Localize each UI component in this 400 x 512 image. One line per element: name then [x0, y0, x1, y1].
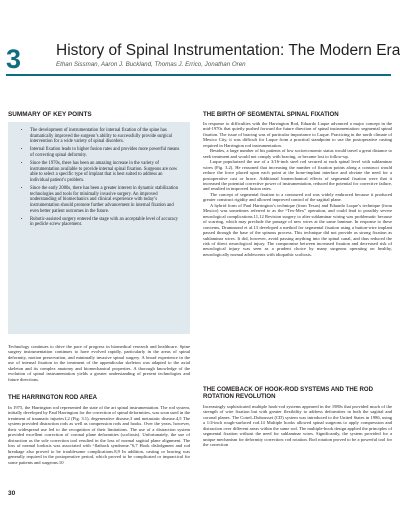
- chapter-title: History of Spinal Instrumentation: The Modern Era: [56, 42, 400, 59]
- key-points-heading: SUMMARY OF KEY POINTS: [8, 111, 92, 118]
- harrington-paragraph: In 1975, the Harrington rod represented the state of the art spinal instrumentation. The rod system, initially developed by Paul Harrington for the correction of spinal deformities, was soon used in the treatment of traumatic injuries1,2 (Fig. 3.1), degenerative disease,3 and metastatic disease.4,5 The system provided distraction rods as well as compression rods and hooks. Over the years, however, their widespread use led to the recognition of their limitations. The use of a distraction system provided excellent correction of coronal plane deformities (scoliosis). Unfortunately, the use of distraction as the sole correction tool resulted in the loss of normal sagittal plane alignment. The loss of normal lordosis was associated with “flatback syndrome.”6,7 Hook dislodgment and rod breakage also proved to be troublesome complications.8,9 In addition, casting or bracing was generally required in the postoperative period, which proved to be complicated or impractical for some patients and surgeons.10: [8, 405, 190, 465]
- chapter-number: 3: [6, 44, 22, 74]
- key-point-item: • Internal fixation leads to higher fusion rates and provides more powerful means of correcting spinal deformity.: [30, 147, 182, 158]
- key-point-item: • Since the 1970s, there has been an amazing increase in the variety of instrumentation available to provide internal spinal fixation. Surgeons are now able to select a specific type of implant that is best suited to address an individual patient’s problem.: [30, 161, 182, 183]
- intro-paragraph: Technology continues to drive the pace of progress in biomedical research and healthcare. Spine surgery instrumentation continues to have evolved rapidly, particularly in the areas of spinal deformity, motion preservation, and minimally invasive spinal surgery. A broad experience in the use of internal fixation in the treatment of the appendicular skeleton was adapted to the axial skeleton and its complex anatomy and biomechanical properties. A thorough knowledge of the evolution of spinal instrumentation yields a greater understanding of present technologies and future directions.: [8, 344, 190, 382]
- comeback-paragraph: Increasingly sophisticated multiple hook-rod systems appeared in the 1980s that provided much of the strength of wire fixation but with greater flexibility to address deformities in both the sagittal and coronal planes. The Cotrel–Dubousset (CD) system was introduced to the United States in 1986, using a 1/4-inch rough-surfaced rod.14 Multiple hooks allowed spinal surgeons to apply compression and distraction over different areas within the same rod. The multiple-hook design applied the principles of segmental fixation without the need for sublaminar wires. Significantly, the system provided for a unique mechanism for deformity correction: rod rotation. Rod rotation proved to be a powerful tool for the correction: [203, 404, 392, 448]
- key-point-item: • Robotic-assisted surgery entered the stage with an acceptable level of accuracy in pedicle screw placement.: [30, 217, 182, 228]
- key-point-item: • Since the early 2000s, there has been a greater interest in dynamic stabilization technologies and tools for minimally invasive surgery. An improved understanding of biomechanics and clinical experience with today’s instrumentation should promote further advancement in internal fixation and even better patient outcomes in the future.: [30, 186, 182, 214]
- chapter-authors: Ethan Sissman, Aaron J. Buckland, Thomas J. Errico, Jonathan Oren: [56, 61, 246, 68]
- title-rule: [6, 74, 391, 76]
- comeback-heading: THE COMEBACK OF HOOK-ROD SYSTEMS AND THE ROD ROTATION REVOLUTION: [203, 386, 374, 400]
- page-number: 30: [8, 490, 16, 497]
- segmental-paragraph-5: A hybrid form of Paul Harrington’s technique (from Texas) and Eduardo Luque’s technique (from Mexico) was sometimes referred to as the “Tex-Mex” operation, and could lead to possibly severe neurological complications.11,12 Revision surgery to alter sublaminar wiring was problematic because of scarring, which may preclude the passage of new wires at the same laminae. In response to these concerns, Drummond et al.13 developed a method for segmental fixation using a button-wire implant passed through the base of the spinous process. This technique did not provide as strong fixation as sublaminar wires. It did, however, avoid passing anything into the spinal canal, and thus reduced the risk of direct neurological injury. The compromise between increased fixation and decreased risk of neurological injury was seen as a prudent choice by many surgeons operating on healthy, neurologically normal adolescents with idiopathic scoliosis.: [203, 202, 392, 257]
- harrington-heading: THE HARRINGTON ROD AREA: [8, 394, 98, 401]
- segmental-body: [203, 121, 392, 257]
- segmental-paragraph-4: The concept of segmental fixation to a contoured rod was widely embraced because it produced greater construct rigidity and allowed improved control of the sagittal plane.: [203, 191, 392, 203]
- key-points-box: [8, 122, 190, 334]
- segmental-paragraph-1: In response to difficulties with the Harrington Rod, Eduardo Luque advanced a major concept in the mid-1970s that quietly pushed forward the future direction of spinal instrumentation: segmental spinal fixation. The issue of bracing was of particular importance to Luque. Practicing in the north climate of Mexico City, it was difficult for Luque from a practical standpoint to use the postoperative casting required in Harrington rod instrumentation.: [203, 121, 392, 148]
- segmental-heading: THE BIRTH OF SEGMENTAL SPINAL FIXATION: [203, 111, 339, 118]
- segmental-paragraph-2: Besides, a large number of his patients of low socioeconomic status would travel a great distance to seek treatment and would not comply with bracing, or became lost to follow-up.: [203, 148, 392, 159]
- segmental-paragraph-3: Luque popularized the use of a 3/16-inch steel rod secured at each spinal level with sublaminar wires (Fig. 3.2). He reasoned that increasing the number of fixation points along a construct would reduce the force placed upon each point at the bone-implant interface and obviate the need for a postoperative cast or brace. Additional biomechanical effects of segmental fixation were that it increased the potential corrective power of instrumentation, reduced the potential for corrective failure, and resulted in improved fusion rates.: [203, 159, 392, 192]
- key-point-item: • The development of instrumentation for internal fixation of the spine has dramatically improved the surgeon’s ability to successfully provide surgical intervention for a wide variety of spinal disorders.: [30, 128, 182, 145]
